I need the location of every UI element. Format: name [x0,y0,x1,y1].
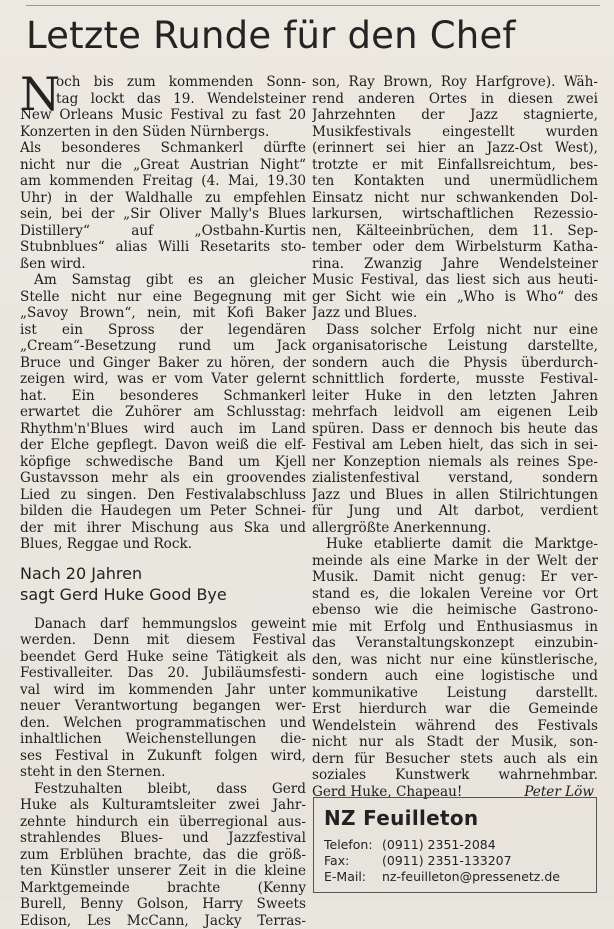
text-line: der Elche gepflegt. Davon weiß die elf- [20,437,306,454]
text-line: zum Erblühen brachte, das die größ- [20,847,306,864]
text-line: werden. Denn mit diesem Festival [20,632,306,649]
text-line: kommunikative Leistung darstellt. [312,685,598,702]
text-line: New Orleans Music Festival zu fast 20 [20,107,306,124]
text-line: soziales Kunstwerk wahrnehmbar. [312,767,598,784]
contact-row-phone [324,837,588,853]
text-line: dern für Besucher stets auch als ein [312,751,598,768]
text-line: trotzte er mit Einfallsreichtum, bes- [312,157,598,174]
text-line: der mit ihrer Mischung aus Ska und [20,520,306,537]
text-line: Einsatz nicht nur schwankenden Dol- [312,190,598,207]
text-line: allergrößte Anerkennung. [312,520,598,537]
left-column [20,74,306,929]
text-line: mie mit Erfolg und Enthusiasmus in [312,619,598,636]
right-column-text [312,74,598,784]
text-line: Huke etablierte damit die Marktge- [312,536,598,553]
contact-email[interactable]: nz-feuilleton@pressenetz.de [382,869,588,885]
contact-value: (0911) 2351-2084 [382,837,588,853]
text-line: sondern auch eine logistische und [312,668,598,685]
text-line: Jazz und Blues in allen Stilrichtungen [312,487,598,504]
text-line: Edison, Les McCann, Jacky Terras- [20,913,306,929]
text-line: sondern auch die Physis überdurch- [312,355,598,372]
text-line: köpfige schwedische Band um Kjell [20,454,306,471]
text-line: Festival am Leben hielt, das sich in sei- [312,437,598,454]
headline: Letzte Runde für den Chef [26,12,606,60]
text-line: Dass solcher Erfolg nicht nur eine [312,322,598,339]
text-line: Als besonderes Schmankerl dürfte [20,140,306,157]
contact-label: E-Mail: [324,869,382,885]
text-line: spüren. Dass er dennoch bis heute das [312,421,598,438]
text-line: Musik. Damit nicht genug: Er ver- [312,569,598,586]
text-line: Am Samstag gibt es an gleicher [20,272,306,289]
text-line: „Savoy Brown“, nein, mit Kofi Baker [20,305,306,322]
text-line: meinde als eine Marke in der Welt der [312,553,598,570]
text-line: Huke als Kulturamtsleiter zwei Jahr- [20,797,306,814]
top-rule [26,5,600,6]
subheadline [20,563,306,605]
text-line: den, was nicht nur eine künstlerische, [312,652,598,669]
text-line: den. Welchen programmatischen und [20,715,306,732]
text-line: ner Konzeption niemals als reines Spe- [312,454,598,471]
text-line: ßen wird. [20,256,306,273]
text-line: Jahrzehnten der Jazz stagnierte, [312,107,598,124]
text-line: Distillery“ auf „Ostbahn-Kurtis [20,223,306,240]
text-line: nicht nur die „Great Austrian Night“ [20,157,306,174]
text-line: ten Kontakten und unermüdlichem [312,173,598,190]
text-line: ger Sicht wie ein „Who is Who“ des [312,289,598,306]
text-line: am kommenden Freitag (4. Mai, 19.30 [20,173,306,190]
text-line: Festivalleiter. Das 20. Jubiläumsfesti- [20,665,306,682]
text-line: nicht nur als Stadt der Musik, son- [312,734,598,751]
text-line: ebenso wie die heimische Gastrono- [312,602,598,619]
text-line: Music Festival, das liest sich aus heuti- [312,272,598,289]
text-line: leiter Huke in den letzten Jahren [312,388,598,405]
text-line: hat. Ein besonderes Schmankerl [20,388,306,405]
contact-brand: NZ Feuilleton [324,806,588,830]
text-line: steht in den Sternen. [20,764,306,781]
text-line: erwartet die Zuhörer am Schlusstag: [20,404,306,421]
text-line: Blues, Reggae und Rock. [20,536,306,553]
text-line: nen, Kälteeinbrüchen, dem 11. Sep- [312,223,598,240]
text-line: mehrfach leidvoll am eigenen Leib [312,404,598,421]
text-line: Burell, Benny Golson, Harry Sweets [20,896,306,913]
text-line: Festzuhalten bleibt, dass Gerd [20,781,306,798]
closing-text: Gerd Huke, Chapeau! [312,784,462,800]
text-line: zeigen wird, was er vom Vater gelernt [20,371,306,388]
text-line: Stelle nicht nur eine Begegnung mit [20,289,306,306]
text-line: zialistenfestival verstand, sondern [312,470,598,487]
text-line: Jazz und Blues. [312,305,598,322]
text-line: strahlendes Blues- und Jazzfestival [20,830,306,847]
text-line: sein, bei der „Sir Oliver Mally's Blues [20,206,306,223]
text-line: bilden die Haudegen um Peter Schnei- [20,503,306,520]
text-line: Gustavsson mehr als ein groovendes [20,470,306,487]
text-line: Uhr) in der Waldhalle zu empfehlen [20,190,306,207]
text-line: Konzerten in den Süden Nürnbergs. [20,124,306,141]
text-line: tember oder dem Wirbelsturm Katha- [312,239,598,256]
text-line: „Cream“-Besetzung rund um Jack [20,338,306,355]
dropcap: N [20,74,60,114]
text-line: ten Künstler unserer Zeit in die kleine [20,863,306,880]
text-line: ses Festival in Zukunft folgen wird, [20,748,306,765]
text-line: rina. Zwanzig Jahre Wendelsteiner [312,256,598,273]
text-line: schnittlich forderte, musste Festival- [312,371,598,388]
text-line: organisatorische Leistung darstellte, [312,338,598,355]
text-line: Musikfestivals eingestellt wurden [312,124,598,141]
right-column [312,74,598,800]
text-line: Wendelstein während des Festivals [312,718,598,735]
contact-label: Telefon: [324,837,382,853]
text-line: Marktgemeinde brachte (Kenny [20,880,306,897]
text-line: son, Ray Brown, Roy Harfgrove). Wäh- [312,74,598,91]
text-line: Bruce und Ginger Baker zu hören, der [20,355,306,372]
contact-row-email [324,869,588,885]
text-line: zehnte hindurch ein überregional aus- [20,814,306,831]
text-line: (erinnert sei hier an Jazz-Ost West), [312,140,598,157]
contact-value: (0911) 2351-133207 [382,853,588,869]
contact-box [313,797,597,893]
text-line: Danach darf hemmungslos geweint [20,616,306,633]
text-line: larkursen, wirtschaftlichen Rezessio- [312,206,598,223]
contact-row-fax [324,853,588,869]
text-line: stand es, die lokalen Vereine vor Ort [312,586,598,603]
text-line: och bis zum kommenden Sonn- [20,74,306,91]
subheadline-line-1: Nach 20 Jahren [20,563,306,584]
text-line: Rhythm'n'Blues wird auch im Land [20,421,306,438]
text-line: tag lockt das 19. Wendelsteiner [20,91,306,108]
lead-paragraph-block [20,74,306,553]
text-line: Lied zu singen. Den Festivalabschluss [20,487,306,504]
left-column-text-a [20,74,306,553]
text-line: für Jung und Alt darbot, verdient [312,503,598,520]
text-line: das Veranstaltungskonzept einzubin- [312,635,598,652]
left-column-text-b [20,616,306,929]
text-line: rend anderen Ortes in diesen zwei [312,91,598,108]
text-line: Stubnblues“ alias Willi Resetarits sto- [20,239,306,256]
author-name: Peter Löw [524,784,598,801]
subheadline-line-2: sagt Gerd Huke Good Bye [20,584,306,605]
text-line: neuer Verantwortung begangen wer- [20,698,306,715]
text-line: inhaltlichen Weichenstellungen die- [20,731,306,748]
contact-label: Fax: [324,853,382,869]
text-line: beendet Gerd Huke seine Tätigkeit als [20,649,306,666]
text-line: val wird im kommenden Jahr unter [20,682,306,699]
text-line: ist ein Spross der legendären [20,322,306,339]
text-line: Erst hierdurch war die Gemeinde [312,701,598,718]
